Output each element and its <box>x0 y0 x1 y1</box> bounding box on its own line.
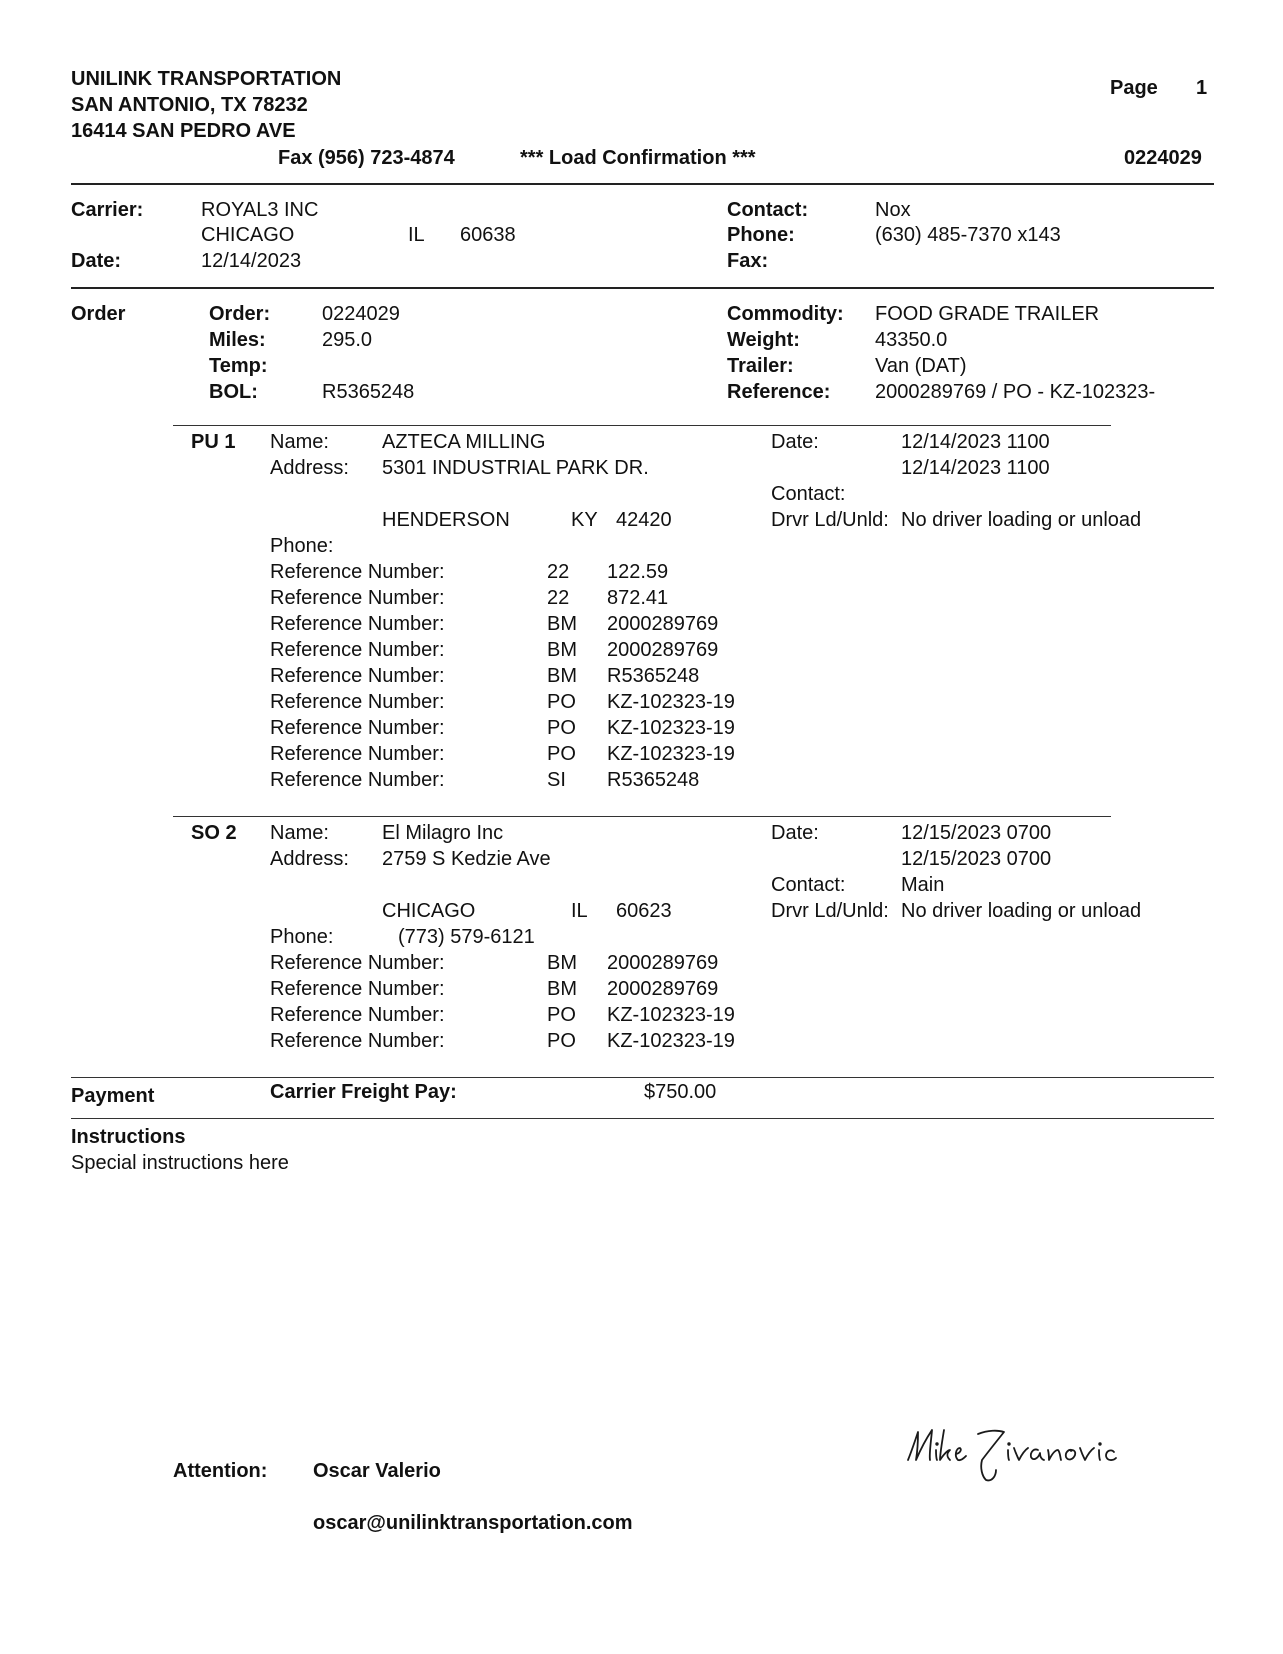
temp-label: Temp: <box>209 355 268 377</box>
reference-value: R5365248 <box>607 665 700 687</box>
pickup-tag: PU 1 <box>191 431 236 453</box>
attention-email: oscar@unilinktransportation.com <box>313 1512 633 1534</box>
reference-value: 122.59 <box>607 561 669 583</box>
reference-code: BM <box>547 613 577 635</box>
reference-value: R5365248 <box>607 769 700 791</box>
order-commodity: FOOD GRADE TRAILER <box>875 303 1100 325</box>
reference-label: Reference Number: <box>270 952 445 974</box>
reference-value: 2000289769 <box>607 639 719 661</box>
reference-label: Reference Number: <box>270 561 445 583</box>
order-trailer: Van (DAT) <box>875 355 967 377</box>
company-name: UNILINK TRANSPORTATION <box>71 68 342 90</box>
reference-value: KZ-102323-19 <box>607 691 735 713</box>
dropoff-drvr-label: Drvr Ld/Unld: <box>771 900 889 922</box>
miles-label: Miles: <box>209 329 266 351</box>
date-label: Date: <box>71 250 122 272</box>
order-reference: 2000289769 / PO - KZ-102323- <box>875 381 1156 403</box>
company-street: 16414 SAN PEDRO AVE <box>71 120 296 142</box>
dropoff-city: CHICAGO <box>382 900 476 922</box>
reference-code: PO <box>547 691 576 713</box>
dropoff-contact-label: Contact: <box>771 874 846 896</box>
dropoff-name: El Milagro Inc <box>382 822 504 844</box>
divider <box>71 183 1214 185</box>
carrier-freight-pay-amount: $750.00 <box>644 1081 717 1103</box>
instructions-text: Special instructions here <box>71 1152 289 1174</box>
order-number: 0224029 <box>322 303 400 325</box>
reference-code: 22 <box>547 587 570 609</box>
reference-code: PO <box>547 1030 576 1052</box>
payment-section-label: Payment <box>71 1085 155 1107</box>
commodity-label: Commodity: <box>727 303 844 325</box>
carrier-contact: Nox <box>875 199 911 221</box>
pickup-date-2: 12/14/2023 1100 <box>901 457 1050 479</box>
attention-label: Attention: <box>173 1460 268 1482</box>
carrier-phone: (630) 485-7370 x143 <box>875 224 1061 246</box>
reference-value: KZ-102323-19 <box>607 717 735 739</box>
reference-label: Reference Number: <box>270 1004 445 1026</box>
carrier-city: CHICAGO <box>201 224 295 246</box>
page-number: 1 <box>1196 77 1208 99</box>
pickup-contact-label: Contact: <box>771 483 846 505</box>
dropoff-contact: Main <box>901 874 945 896</box>
company-city-state-zip: SAN ANTONIO, TX 78232 <box>71 94 308 116</box>
dropoff-address-label: Address: <box>270 848 349 870</box>
carrier-label: Carrier: <box>71 199 144 221</box>
reference-label: Reference: <box>727 381 831 403</box>
dropoff-drvr: No driver loading or unload <box>901 900 1142 922</box>
attention-name: Oscar Valerio <box>313 1460 441 1482</box>
reference-value: 2000289769 <box>607 978 719 1000</box>
divider <box>71 1118 1214 1119</box>
page-label: Page <box>1110 77 1158 99</box>
reference-label: Reference Number: <box>270 769 445 791</box>
dropoff-tag: SO 2 <box>191 822 237 844</box>
pickup-phone-label: Phone: <box>270 535 334 557</box>
divider <box>71 1077 1214 1078</box>
reference-label: Reference Number: <box>270 639 445 661</box>
reference-code: BM <box>547 952 577 974</box>
dropoff-date-2: 12/15/2023 0700 <box>901 848 1052 870</box>
carrier-freight-pay-label: Carrier Freight Pay: <box>270 1081 457 1103</box>
order-weight: 43350.0 <box>875 329 948 351</box>
dropoff-zip: 60623 <box>616 900 672 922</box>
reference-label: Reference Number: <box>270 1030 445 1052</box>
dropoff-date-1: 12/15/2023 0700 <box>901 822 1052 844</box>
pickup-state: KY <box>571 509 598 531</box>
contact-label: Contact: <box>727 199 809 221</box>
carrier-zip: 60638 <box>460 224 516 246</box>
divider <box>173 816 1111 817</box>
company-fax: Fax (956) 723-4874 <box>278 147 455 169</box>
pickup-address: 5301 INDUSTRIAL PARK DR. <box>382 457 649 479</box>
fax-label: Fax: <box>727 250 769 272</box>
order-miles: 295.0 <box>322 329 373 351</box>
reference-code: BM <box>547 665 577 687</box>
reference-code: PO <box>547 743 576 765</box>
reference-label: Reference Number: <box>270 978 445 1000</box>
reference-label: Reference Number: <box>270 665 445 687</box>
dropoff-phone-label: Phone: <box>270 926 334 948</box>
pickup-date-label: Date: <box>771 431 819 453</box>
reference-label: Reference Number: <box>270 717 445 739</box>
dropoff-state: IL <box>571 900 588 922</box>
carrier-date: 12/14/2023 <box>201 250 302 272</box>
order-label: Order: <box>209 303 271 325</box>
instructions-label: Instructions <box>71 1126 186 1148</box>
document-title: *** Load Confirmation *** <box>520 147 756 169</box>
dropoff-name-label: Name: <box>270 822 329 844</box>
pickup-name-label: Name: <box>270 431 329 453</box>
reference-value: 2000289769 <box>607 952 719 974</box>
divider <box>173 425 1111 426</box>
reference-value: KZ-102323-19 <box>607 1004 735 1026</box>
pickup-drvr-label: Drvr Ld/Unld: <box>771 509 889 531</box>
reference-label: Reference Number: <box>270 743 445 765</box>
reference-code: PO <box>547 717 576 739</box>
pickup-address-label: Address: <box>270 457 349 479</box>
order-section-label: Order <box>71 303 126 325</box>
bol-label: BOL: <box>209 381 258 403</box>
reference-code: 22 <box>547 561 570 583</box>
reference-label: Reference Number: <box>270 587 445 609</box>
dropoff-date-label: Date: <box>771 822 819 844</box>
reference-code: PO <box>547 1004 576 1026</box>
reference-code: SI <box>547 769 566 791</box>
pickup-name: AZTECA MILLING <box>382 431 546 453</box>
pickup-date-1: 12/14/2023 1100 <box>901 431 1050 453</box>
weight-label: Weight: <box>727 329 800 351</box>
pickup-drvr: No driver loading or unload <box>901 509 1142 531</box>
carrier-name: ROYAL3 INC <box>201 199 319 221</box>
trailer-label: Trailer: <box>727 355 794 377</box>
pickup-zip: 42420 <box>616 509 672 531</box>
reference-value: KZ-102323-19 <box>607 1030 735 1052</box>
signature <box>900 1420 1150 1490</box>
reference-label: Reference Number: <box>270 691 445 713</box>
phone-label: Phone: <box>727 224 795 246</box>
reference-code: BM <box>547 978 577 1000</box>
divider <box>71 287 1214 289</box>
carrier-state: IL <box>408 224 425 246</box>
reference-label: Reference Number: <box>270 613 445 635</box>
reference-code: BM <box>547 639 577 661</box>
reference-value: KZ-102323-19 <box>607 743 735 765</box>
order-bol: R5365248 <box>322 381 415 403</box>
reference-value: 872.41 <box>607 587 669 609</box>
pickup-city: HENDERSON <box>382 509 510 531</box>
dropoff-phone: (773) 579-6121 <box>398 926 535 948</box>
load-number: 0224029 <box>1124 147 1202 169</box>
reference-value: 2000289769 <box>607 613 719 635</box>
dropoff-address: 2759 S Kedzie Ave <box>382 848 551 870</box>
